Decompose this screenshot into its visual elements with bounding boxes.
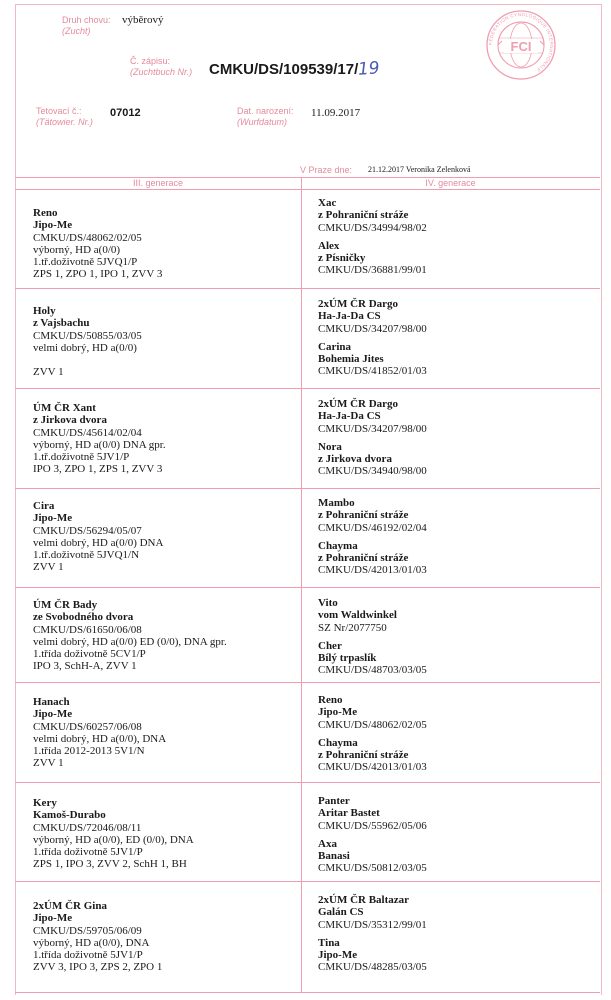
dog-rating: velmi dobrý, HD a(0/0) DNA [33,536,164,549]
dog-breeding-class [33,354,142,366]
dog-kennel: Ha-Ja-Da CS [318,310,381,323]
studbook-label [130,56,192,78]
dog-title: Nora [318,440,342,453]
dog-exams: ZVV 1 [33,757,64,770]
dog-kennel: z Pohraniční stráže [318,749,409,762]
dog-title: Alex [318,239,340,252]
dog-title: Mambo [318,497,355,509]
studbook-value: CMKU/DS/109539/17/ [209,61,359,78]
dog-title: Cira [33,500,55,512]
gen4-entry [318,497,427,577]
tattoo-label [36,106,93,128]
dog-title: Carina [318,340,351,353]
dog-rating: výborný, HD a(0/0), DNA [33,936,150,949]
dog-exams: ZVV 3, IPO 3, ZPS 2, ZPO 1 [33,961,163,974]
column-header-gen4: IV. generace [425,178,476,188]
dog-breeding-class: 1.tř.doživotně 5JVQ1/N [33,549,140,562]
studbook-label-de: (Zuchtbuch Nr.) [130,67,193,77]
dog-title: Axa [318,837,337,850]
dog-title: Tina [318,936,340,949]
dog-kennel: ze Svobodného dvora [33,611,134,624]
dog-title: Reno [318,694,343,706]
dog-registration: CMKU/DS/42013/01/03 [318,564,427,577]
gen4-entry [318,298,427,378]
tattoo-label-de: (Tätowier. Nr.) [36,117,93,127]
gen4-entry [318,197,427,277]
gen4-entry [318,398,427,478]
dog-title: Hanach [33,696,70,708]
grid-line [15,388,600,389]
dog-title: Holy [33,305,56,317]
gen4-entry [318,597,427,677]
gen4-entry [318,694,427,774]
dog-exams: ZPS 1, IPO 3, ZVV 2, SchH 1, BH [33,858,187,871]
breed-label [62,15,111,37]
dog-registration: CMKU/DS/72046/08/11 [33,821,142,834]
grid-line [15,288,600,289]
dog-registration: CMKU/DS/34207/98/00 [318,422,427,435]
gen3-entry [33,305,142,379]
dog-kennel: Kamoš-Durabo [33,809,106,822]
grid-divider [301,177,302,993]
dog-registration: CMKU/DS/34994/98/02 [318,221,427,234]
dog-registration: CMKU/DS/61650/06/08 [33,623,142,636]
gen3-entry [33,599,227,673]
gen4-entry [318,795,427,875]
dog-breeding-class: 1.tř.doživotně 5JV1/P [33,451,130,464]
birth-value: 11.09.2017 [311,107,361,119]
dog-rating: velmi dobrý, HD a(0/0) ED (0/0), DNA gpr. [33,635,227,648]
dog-title: 2xÚM ČR Dargo [318,298,399,310]
studbook-number [209,59,380,79]
gen3-entry [33,900,162,974]
dog-breeding-class: 1.třída doživotně 5CV1/P [33,648,146,661]
dog-registration: CMKU/DS/45614/02/04 [33,426,142,439]
dog-kennel: Aritar Bastet [318,807,380,820]
dog-registration: CMKU/DS/50812/03/05 [318,862,427,875]
dog-registration: CMKU/DS/50855/03/05 [33,329,142,342]
breed-value: výběrový [122,14,164,26]
dog-rating: velmi dobrý, HD a(0/0) [33,341,137,354]
gen4-entry [318,894,427,974]
dog-registration: CMKU/DS/35312/99/01 [318,918,427,931]
birth-label-de: (Wurfdatum) [237,117,288,127]
dog-kennel: Galán CS [318,906,364,919]
column-header-gen3: III. generace [132,178,184,188]
dog-rating: výborný, HD a(0/0) DNA gpr. [33,438,166,451]
tattoo-value: 07012 [110,107,141,119]
dog-kennel: Bohemia Jites [318,353,384,366]
studbook-label-cz: Č. zápisu: [130,56,171,66]
dog-exams: ZVV 1 [33,561,64,574]
dog-registration: CMKU/DS/48285/03/05 [318,961,427,974]
gen3-entry [33,207,162,281]
dog-kennel: z Pohraniční stráže [318,552,409,565]
dog-kennel: z Vajsbachu [33,317,90,330]
dog-rating: výborný, HD a(0/0) [33,243,121,256]
dog-registration: CMKU/DS/36881/99/01 [318,264,427,277]
dog-kennel: vom Waldwinkel [318,609,397,622]
dog-breeding-class: 1.třída doživotně 5JV1/P [33,846,143,859]
tattoo-label-cz: Tetovací č.: [36,106,82,116]
fci-ring-text: FÉDÉRATION CYNOLOGIQUE INTERNATIONALE [487,11,555,74]
dog-breeding-class: 1.třída 2012-2013 5V1/N [33,745,145,758]
dog-title: ÚM ČR Xant [33,402,96,414]
dog-title: 2xÚM ČR Dargo [318,398,399,410]
dog-kennel: z Jirkova dvora [33,414,107,427]
dog-title: 2xÚM ČR Baltazar [318,894,410,906]
dog-kennel: z Pohraniční stráže [318,209,409,222]
place-label: V Praze dne: [300,165,353,175]
gen3-entry [33,500,163,574]
dog-exams: IPO 3, SchH-A, ZVV 1 [33,660,137,673]
dog-kennel: Jipo-Me [33,219,73,232]
dog-rating: výborný, HD a(0/0), ED (0/0), DNA [33,833,194,846]
studbook-handwritten: 19 [357,58,381,80]
grid-line [15,782,600,783]
dog-registration: SZ Nr/2077750 [318,621,387,634]
dog-kennel: Ha-Ja-Da CS [318,410,381,423]
dog-exams: IPO 3, ZPO 1, ZPS 1, ZVV 3 [33,463,163,476]
dog-kennel: Jipo-Me [33,912,73,925]
dog-title: Xac [318,197,337,209]
dog-kennel: Jipo-Me [318,706,358,719]
dog-registration: CMKU/DS/48062/02/05 [33,231,142,244]
dog-title: Chayma [318,539,358,552]
grid-line [15,881,600,882]
grid-line [15,587,600,588]
dog-registration: CMKU/DS/60257/06/08 [33,720,142,733]
dog-title: Cher [318,639,342,652]
dog-kennel: z Písničky [318,252,366,265]
dog-kennel: z Jirkova dvora [318,453,392,466]
gen3-entry [33,797,194,871]
dog-registration: CMKU/DS/34207/98/00 [318,322,427,335]
dog-registration: CMKU/DS/48703/03/05 [318,664,427,677]
dog-registration: CMKU/DS/46192/02/04 [318,521,427,534]
dog-kennel: Jipo-Me [33,708,73,721]
dog-registration: CMKU/DS/41852/01/03 [318,365,427,378]
breed-label-de: (Zucht) [62,26,91,36]
dog-registration: CMKU/DS/56294/05/07 [33,524,142,537]
birth-label [237,106,294,128]
dog-kennel: z Pohraniční stráže [318,509,409,522]
grid-line [15,682,600,683]
dog-registration: CMKU/DS/48062/02/05 [318,718,427,731]
dog-registration: CMKU/DS/55962/05/06 [318,819,427,832]
dog-title: Kery [33,797,57,809]
birth-label-cz: Dat. narození: [237,106,294,116]
grid-line [15,488,600,489]
gen3-entry [33,696,166,770]
dog-exams: ZPS 1, ZPO 1, IPO 1, ZVV 3 [33,268,163,281]
dog-kennel: Banasi [318,850,350,863]
grid-line [15,992,600,993]
dog-breeding-class: 1.třída doživotně 5JV1/P [33,949,143,962]
dog-title: ÚM ČR Bady [33,599,98,611]
dog-kennel: Jipo-Me [318,949,358,962]
dog-title: 2xÚM ČR Gina [33,900,107,912]
dog-registration: CMKU/DS/34940/98/00 [318,465,427,478]
dog-title: Reno [33,207,58,219]
dog-registration: CMKU/DS/59705/06/09 [33,924,142,937]
dog-breeding-class: 1.tř.doživotně 5JVQ1/P [33,256,138,269]
gen3-entry [33,402,166,476]
dog-registration: CMKU/DS/42013/01/03 [318,761,427,774]
fci-logo-text: FCI [510,39,532,54]
dog-exams: ZVV 1 [33,366,64,379]
dog-kennel: Jipo-Me [33,512,73,525]
place-date-signature: 21.12.2017 Veronika Zelenková [368,165,471,174]
dog-rating: velmi dobrý, HD a(0/0), DNA [33,732,167,745]
breed-label-cz: Druh chovu: [62,15,111,25]
dog-title: Panter [318,795,350,807]
dog-title: Vito [318,597,338,609]
grid-line [15,189,600,190]
dog-kennel: Bílý trpaslík [318,652,377,665]
fci-logo [484,8,558,82]
pedigree-grid [15,177,600,993]
dog-title: Chayma [318,736,358,749]
